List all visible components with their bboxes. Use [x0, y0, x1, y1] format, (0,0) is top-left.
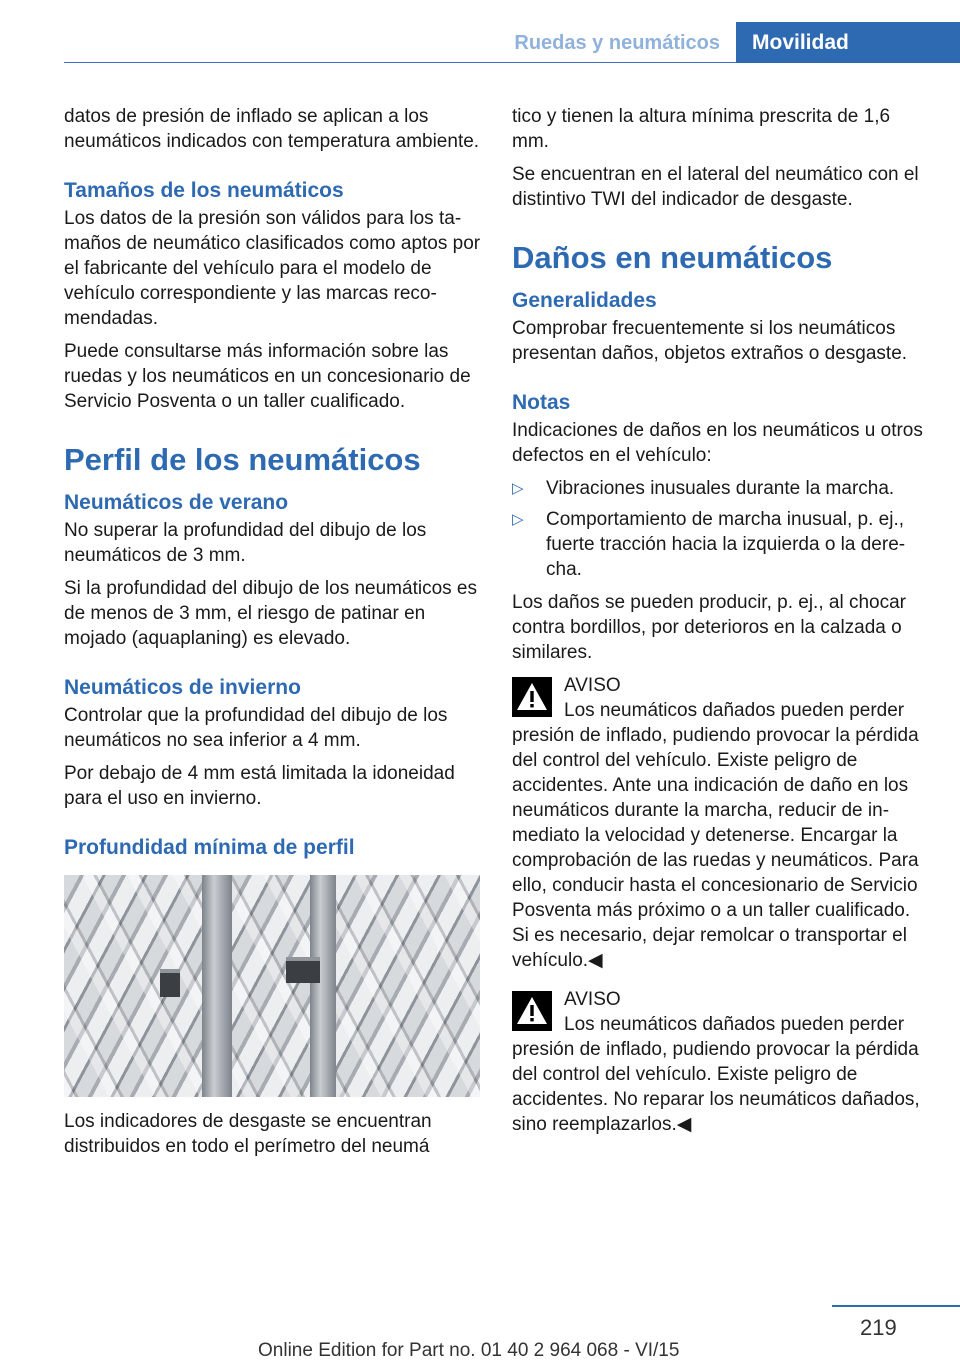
general-paragraph: Comprobar frecuentemente si los neumáticos presentan daños, objetos extraños o desgaste.	[512, 318, 908, 364]
notes-paragraph-1: Indicaciones de daños en los neumáticos u otros defectos en el vehículo:	[512, 420, 923, 466]
summer-tires-heading: Neumáticos de verano	[64, 491, 289, 514]
minimum-depth-heading: Profundidad mínima de perfil	[64, 836, 355, 859]
warning-text: Los neumáticos dañados pueden perder presión de inflado, pudiendo provocar la pérdida del control del vehículo. Existe peligro de accidentes. No reparar los neumáticos dañados, sino reemplazarlos.◀	[512, 1014, 920, 1135]
tire-profile-title: Perfil de los neumáticos	[64, 442, 421, 477]
tire-sizes-heading: Tamaños de los neumáticos	[64, 179, 344, 202]
winter-tires-paragraph-1: Controlar que la profundidad del dibujo de los neumáticos no sea inferior a 4 mm.	[64, 705, 448, 751]
warning-box-1	[512, 673, 930, 973]
triangle-right-icon: ▷	[512, 480, 524, 497]
damage-symptoms-list	[512, 476, 930, 582]
right-column	[512, 104, 930, 1145]
minimum-depth-paragraph: Los indicadores de desgaste se encuentran distribuidos en todo el perímetro del neumá	[64, 1111, 432, 1157]
left-column	[64, 104, 482, 1167]
tire-damage-title: Daños en neumáticos	[512, 240, 833, 275]
footer-edition-text: Online Edition for Part no. 01 40 2 964 068 - VI/15	[258, 1340, 680, 1361]
tire-sizes-paragraph-1: Los datos de la presión son válidos para los tamaños de neumático clasificados como aptos por el fabricante del vehículo para el modelo de vehículo correspondiente y las marcas recomendadas.	[64, 208, 481, 329]
warning-triangle-icon	[512, 677, 552, 717]
notes-paragraph-2: Los daños se pueden producir, p. ej., al chocar contra bordillos, por deterioros en la calzada o similares.	[512, 592, 906, 663]
tread-wear-indicator-image	[64, 875, 480, 1097]
summer-tires-paragraph-2: Si la profundidad del dibujo de los neumáticos es de menos de 3 mm, el riesgo de patinar en mojado (aquaplaning) es elevado.	[64, 578, 477, 649]
winter-tires-heading: Neumáticos de invierno	[64, 676, 301, 699]
warning-text: Los neumáticos dañados pueden perder presión de inflado, pudiendo provocar la pérdida del control del vehículo. Existe peligro de accidentes. Ante una indicación de daño en los neumáticos durante la marcha, reducir de inmediato la velocidad y detenerse. Encargar la comprobación de las ruedas y neumáticos. Para ello, conducir hasta el concesionario de Servicio Posventa más próximo o a un taller cualificado. Si es necesario, dejar remolcar o transportar el vehículo.◀	[512, 700, 919, 971]
continued-paragraph-1: tico y tienen la altura mínima prescrita de 1,6 mm.	[512, 106, 891, 152]
footer-rule	[832, 1305, 960, 1307]
wear-indicator-block	[286, 957, 320, 983]
wear-indicator-block	[160, 969, 180, 997]
general-heading: Generalidades	[512, 289, 657, 312]
winter-tires-paragraph-2: Por debajo de 4 mm está limitada la idoneidad para el uso en invierno.	[64, 763, 455, 809]
tread-groove	[310, 875, 336, 1097]
intro-paragraph: datos de presión de inflado se aplican a los neumáticos indicados con temperatura ambiente.	[64, 106, 480, 152]
header-chapter-tab: Movilidad	[736, 22, 960, 63]
header-section-title: Ruedas y neumáticos	[514, 32, 720, 54]
tread-groove	[202, 875, 232, 1097]
tire-sizes-paragraph-2: Puede consultarse más información sobre las ruedas y los neumáticos en un concesionario de Servicio Posventa o un taller cualificado.	[64, 341, 471, 412]
warning-box-2	[512, 987, 930, 1137]
continued-paragraph-2: Se encuentran en el lateral del neumático con el distintivo TWI del indicador de desgaste.	[512, 164, 919, 210]
list-item: ▷ Comportamiento de marcha inusual, p. ej., fuerte tracción hacia la izquierda o la derecha.	[512, 509, 906, 580]
warning-title: AVISO	[564, 675, 621, 696]
list-item: ▷ Vibraciones inusuales durante la marcha.	[512, 478, 895, 499]
summer-tires-paragraph-1: No superar la profundidad del dibujo de los neumáticos de 3 mm.	[64, 520, 427, 566]
warning-title: AVISO	[564, 989, 621, 1010]
page-number: 219	[860, 1315, 897, 1340]
warning-triangle-icon	[512, 991, 552, 1031]
notes-heading: Notas	[512, 391, 571, 414]
triangle-right-icon: ▷	[512, 511, 524, 528]
